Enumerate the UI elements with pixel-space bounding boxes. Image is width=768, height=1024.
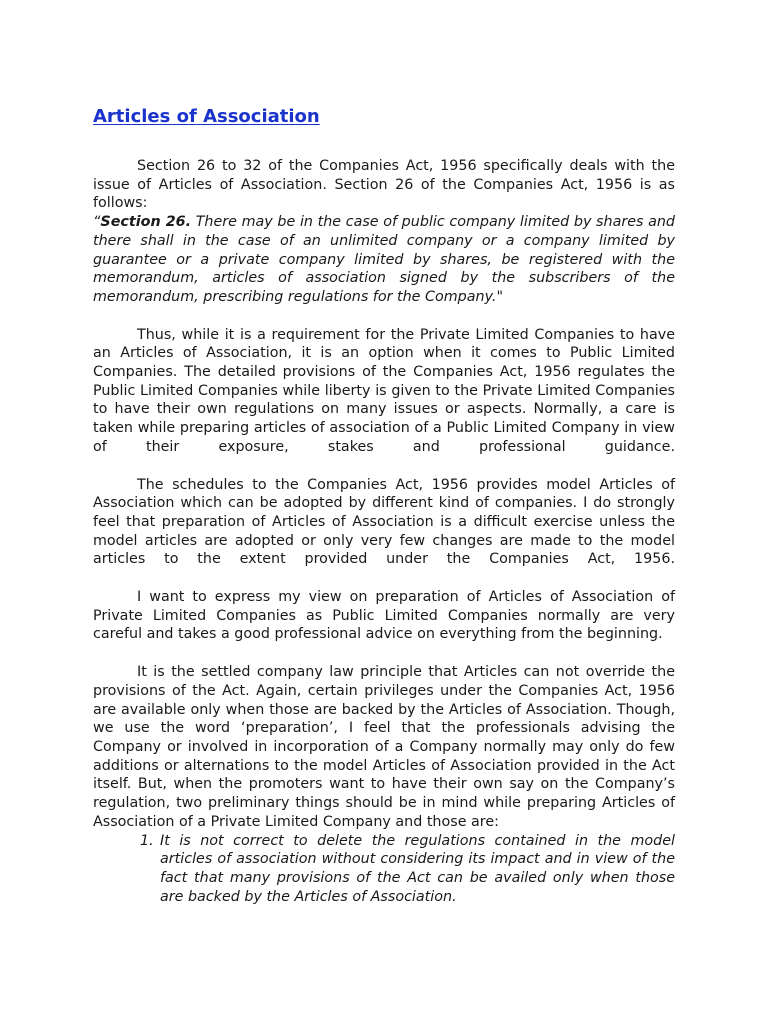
list-item [140, 832, 675, 907]
paragraph-schedules: The schedules to the Companies Act, 1956 provides model Articles of Association which can be adopted by different kind of companies. I do strongly feel that preparation of Articles of Association is a difficult exercise unless the model articles are adopted or only very few changes are made to the model articles to the extent provided under the Companies Act, 1956. [93, 476, 675, 568]
paragraph-principle: It is the settled company law principle that Articles can not override the provisions of the Act. Again, certain privileges under the Companies Act, 1956 are available only when those are backed by the Articles of Association. Though, we use the word ‘preparation’, I feel that the professionals advising the Company or involved in incorporation of a Company normally may only do few additions or alternations to the model Articles of Association provided in the Act itself. But, when the promoters want to have their own say on the Company’s regulation, two preliminary things should be in mind while preparing Articles of Association of a Private Limited Company and those are: [93, 664, 675, 830]
paragraph-view: I want to express my view on preparation of Articles of Association of Private Limited Companies as Public Limited Companies normally are very careful and takes a good professional advice on everything from the beginning. [93, 589, 675, 643]
section-26-quote [93, 213, 675, 307]
paragraph-requirement: Thus, while it is a requirement for the Private Limited Companies to have an Articles of Association, it is an option when it comes to Public Limited Companies. The detailed provisions of the Companies Act, 1956 regulates the Public Limited Companies while liberty is given to the Private Limited Companies to have their own regulations on many issues or aspects. Normally, a care is taken while preparing articles of association of a Public Limited Company in view of their exposure, stakes and professional guidance. [93, 326, 675, 455]
considerations-list [93, 832, 675, 907]
quote-open-mark: “ [93, 214, 101, 231]
list-item-number: 1. [140, 832, 154, 849]
quote-body: There may be in the case of public company limited by shares and there shall in the case of an unlimited company or a company limited by guarantee or a private company limited by shares, be registered with the memorandum, articles of association signed by the subscribers of the memorandum, prescribing regulations for the Company." [93, 214, 676, 305]
document-page [93, 104, 675, 906]
intro-paragraph: Section 26 to 32 of the Companies Act, 1956 specifically deals with the issue of Articles of Association. Section 26 of the Companies Act, 1956 is as follows: [93, 158, 675, 212]
document-title: Articles of Association [93, 106, 320, 127]
quote-section-label: Section 26. [100, 214, 192, 231]
list-item-text: It is not correct to delete the regulations contained in the model articles of association without considering its impact and in view of the fact that many provisions of the Act can be availed only when those are backed by the Articles of Association. [160, 832, 675, 905]
